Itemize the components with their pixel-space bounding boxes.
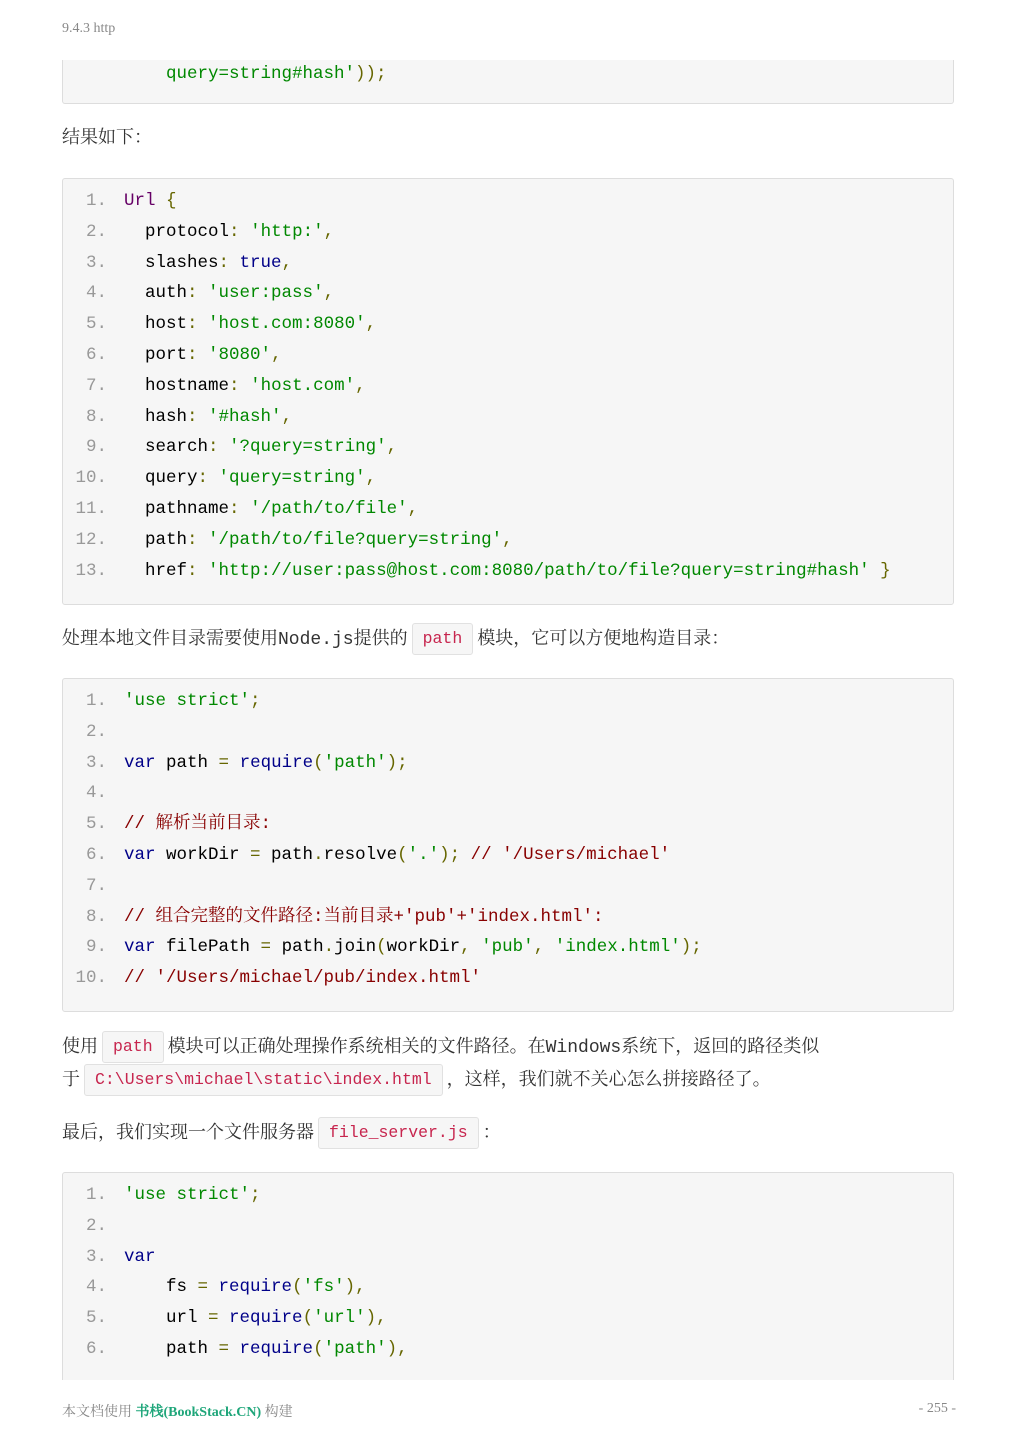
code-token: , bbox=[533, 937, 545, 958]
code-line bbox=[63, 963, 953, 994]
code-token: fs bbox=[124, 1277, 198, 1298]
code-text bbox=[124, 340, 282, 371]
code-text bbox=[124, 494, 418, 525]
line-number: 10. bbox=[75, 968, 107, 989]
code-text bbox=[124, 1334, 408, 1365]
line-number: 3. bbox=[85, 1246, 107, 1267]
code-token: ); bbox=[386, 752, 408, 773]
code-token: 'use strict' bbox=[124, 1185, 251, 1205]
code-token: resolve bbox=[323, 845, 398, 865]
result-intro-paragraph: 结果如下： bbox=[62, 127, 152, 148]
code-token: var bbox=[124, 845, 156, 865]
code-token bbox=[544, 937, 555, 957]
line-number: 7. bbox=[85, 875, 107, 896]
code-token: , bbox=[281, 406, 293, 427]
code-token: : bbox=[218, 252, 230, 273]
code-token: 'user:pass' bbox=[208, 283, 324, 304]
code-token: path bbox=[124, 529, 188, 550]
code-token: true bbox=[239, 252, 282, 273]
code-token: : bbox=[187, 283, 198, 304]
code-token: ); bbox=[680, 937, 702, 958]
code-line bbox=[63, 1211, 953, 1242]
line-number: 13. bbox=[75, 560, 107, 581]
code-line bbox=[63, 340, 953, 371]
code-text bbox=[124, 432, 397, 463]
code-token: ), bbox=[365, 1308, 387, 1329]
code-token: // '/Users/michael/pub/index.html' bbox=[124, 968, 482, 989]
code-token: // '/Users/michael' bbox=[460, 845, 671, 865]
code-token: '#hash' bbox=[208, 406, 282, 427]
line-number: 8. bbox=[85, 906, 107, 927]
code-line bbox=[63, 902, 953, 933]
line-number: 2. bbox=[85, 1215, 107, 1236]
line-number: 1. bbox=[85, 691, 107, 711]
code-token: href bbox=[124, 560, 188, 581]
code-token: query=string#hash' bbox=[124, 64, 356, 85]
line-number: 6. bbox=[85, 345, 107, 365]
code-token: 'host.com' bbox=[250, 375, 356, 396]
code-line bbox=[63, 278, 953, 309]
code-token: : bbox=[229, 221, 240, 242]
code-token bbox=[208, 468, 219, 488]
code-token: ( bbox=[292, 1277, 303, 1298]
code-block-url-result bbox=[62, 178, 954, 605]
line-number: 5. bbox=[85, 814, 107, 835]
line-number: 4. bbox=[85, 283, 107, 304]
code-token: ( bbox=[302, 1308, 314, 1329]
code-text bbox=[124, 463, 376, 494]
code-token: : bbox=[187, 314, 198, 335]
code-text bbox=[124, 809, 271, 840]
code-text bbox=[124, 840, 670, 871]
code-token: 'index.html' bbox=[554, 937, 681, 958]
code-token bbox=[208, 1277, 219, 1297]
code-token bbox=[198, 561, 209, 581]
code-token: = bbox=[208, 1308, 219, 1329]
code-line bbox=[63, 1180, 953, 1211]
code-line bbox=[63, 309, 953, 340]
code-line bbox=[63, 402, 953, 433]
code-token: = bbox=[250, 845, 261, 865]
para-text: 提供的 bbox=[353, 628, 408, 649]
code-token: '.' bbox=[407, 845, 440, 865]
path-intro-paragraph bbox=[62, 623, 729, 655]
code-text bbox=[124, 371, 366, 402]
line-number: 2. bbox=[85, 721, 107, 742]
code-line bbox=[63, 778, 953, 809]
code-token: '/path/to/file?query=string' bbox=[208, 529, 503, 550]
line-number: 9. bbox=[85, 937, 107, 958]
code-token bbox=[240, 499, 251, 519]
code-token: 'path' bbox=[323, 1339, 387, 1359]
code-token: path bbox=[124, 1339, 219, 1359]
line-number: 8. bbox=[85, 406, 107, 427]
para-text: 模块可以正确处理操作系统相关的文件路径。在 bbox=[167, 1036, 546, 1057]
code-block-top bbox=[62, 60, 954, 104]
para-text: 模块，它可以方便地构造目录： bbox=[477, 628, 730, 649]
code-token bbox=[229, 753, 240, 773]
code-token: , bbox=[365, 314, 377, 335]
code-text bbox=[124, 1180, 261, 1211]
code-token: hash bbox=[124, 406, 188, 427]
code-token: require bbox=[218, 1277, 293, 1298]
code-token: )); bbox=[355, 64, 387, 85]
line-number: 6. bbox=[85, 845, 107, 865]
code-token: ( bbox=[313, 1339, 324, 1359]
code-token: hostname bbox=[124, 375, 230, 396]
code-line bbox=[63, 1334, 953, 1365]
line-number: 10. bbox=[75, 468, 107, 489]
line-number: 2. bbox=[85, 221, 107, 242]
code-token: ; bbox=[250, 1185, 261, 1205]
code-token bbox=[219, 437, 230, 457]
page-number: - 255 - bbox=[918, 1401, 956, 1416]
code-token: 'use strict' bbox=[124, 691, 251, 711]
code-token bbox=[229, 253, 240, 273]
code-token bbox=[240, 376, 251, 396]
code-token: ( bbox=[376, 937, 387, 958]
code-token: host bbox=[124, 314, 188, 335]
para-text-mono: Windows bbox=[545, 1038, 622, 1058]
code-line bbox=[63, 525, 953, 556]
file-server-intro-paragraph bbox=[62, 1117, 501, 1149]
code-token bbox=[198, 283, 209, 303]
code-token: ), bbox=[386, 1339, 408, 1359]
code-token: search bbox=[124, 437, 209, 458]
code-text bbox=[124, 309, 376, 340]
code-token bbox=[229, 1339, 240, 1359]
code-line bbox=[63, 463, 953, 494]
code-token: path bbox=[155, 752, 219, 773]
code-token bbox=[198, 314, 209, 334]
code-token bbox=[198, 407, 209, 427]
para-text: 系统下，返回的路径类似 bbox=[621, 1036, 820, 1057]
inline-code-windows-path: C:\Users\michael\static\index.html bbox=[84, 1064, 443, 1096]
code-text bbox=[124, 1242, 156, 1273]
code-token: , bbox=[271, 345, 282, 365]
inline-code-path: path bbox=[412, 623, 474, 655]
code-token: '?query=string' bbox=[229, 437, 387, 458]
line-number: 11. bbox=[75, 499, 107, 519]
code-token: require bbox=[239, 752, 314, 773]
code-token: = bbox=[218, 752, 230, 773]
para-text: 使用 bbox=[62, 1036, 98, 1057]
code-token: join bbox=[334, 937, 377, 958]
code-token: var bbox=[124, 752, 156, 773]
code-token: , bbox=[460, 937, 471, 958]
line-number: 5. bbox=[85, 314, 107, 335]
code-text bbox=[124, 278, 334, 309]
line-number: 6. bbox=[85, 1339, 107, 1359]
code-token: path bbox=[271, 937, 324, 958]
code-token: require bbox=[239, 1339, 314, 1359]
code-token: , bbox=[386, 437, 398, 458]
code-token: = bbox=[218, 1339, 230, 1359]
code-text bbox=[124, 686, 261, 717]
code-text bbox=[124, 525, 513, 556]
code-token: slashes bbox=[124, 252, 219, 273]
code-token: ( bbox=[313, 752, 324, 773]
code-token bbox=[198, 530, 209, 550]
code-token: ); bbox=[439, 845, 461, 865]
code-block-path-example bbox=[62, 678, 954, 1012]
code-text bbox=[124, 248, 292, 279]
inline-code-path: path bbox=[102, 1031, 164, 1063]
code-token: : bbox=[187, 345, 198, 365]
path-explanation-line-1 bbox=[62, 1031, 819, 1063]
line-number: 1. bbox=[85, 1185, 107, 1205]
footer-brand-link[interactable]: 书栈(BookStack.CN) bbox=[135, 1405, 262, 1420]
page-footer bbox=[62, 1401, 293, 1421]
code-token: { bbox=[166, 191, 177, 211]
code-token: '8080' bbox=[208, 345, 272, 365]
code-line bbox=[63, 494, 953, 525]
para-text: 处理本地文件目录需要使用 bbox=[62, 628, 278, 649]
code-token: '/path/to/file' bbox=[250, 499, 408, 519]
code-token: workDir bbox=[386, 937, 461, 958]
code-line bbox=[63, 686, 953, 717]
inline-code-file-server: file_server.js bbox=[318, 1117, 479, 1149]
code-token bbox=[240, 222, 251, 242]
code-token: 'url' bbox=[313, 1308, 366, 1329]
para-text: 于 bbox=[62, 1069, 80, 1090]
code-text bbox=[124, 902, 604, 933]
code-token: : bbox=[187, 560, 198, 581]
code-token: Url bbox=[124, 191, 156, 211]
code-token: : bbox=[197, 468, 209, 489]
code-token: port bbox=[124, 345, 188, 365]
code-token: url bbox=[124, 1308, 209, 1329]
code-token: var bbox=[124, 937, 156, 958]
code-token: workDir bbox=[155, 845, 251, 865]
code-token bbox=[471, 937, 482, 957]
code-line bbox=[63, 371, 953, 402]
code-token: 'path' bbox=[323, 752, 387, 773]
code-text bbox=[124, 932, 702, 963]
code-token: : bbox=[229, 375, 240, 396]
code-text bbox=[124, 59, 387, 90]
code-token: . bbox=[323, 937, 335, 958]
code-block-file-server bbox=[62, 1172, 954, 1380]
code-line bbox=[63, 59, 953, 90]
code-token: , bbox=[323, 221, 335, 242]
line-number: 4. bbox=[85, 783, 107, 804]
para-text: ，这样，我们就不关心怎么拼接路径了。 bbox=[446, 1069, 771, 1090]
code-token: , bbox=[502, 529, 513, 550]
code-text bbox=[124, 217, 334, 248]
para-text: 最后，我们实现一个文件服务器 bbox=[62, 1122, 314, 1143]
code-text bbox=[124, 748, 408, 779]
line-number: 5. bbox=[85, 1308, 107, 1329]
code-token: pathname bbox=[124, 499, 230, 519]
code-line bbox=[63, 217, 953, 248]
line-number: 3. bbox=[85, 752, 107, 773]
code-token: , bbox=[323, 283, 335, 304]
line-number: 7. bbox=[85, 375, 107, 396]
code-line bbox=[63, 748, 953, 779]
line-number: 1. bbox=[85, 191, 107, 211]
code-token bbox=[156, 191, 167, 211]
code-token: = bbox=[260, 937, 272, 958]
code-token: : bbox=[187, 406, 198, 427]
code-line bbox=[63, 248, 953, 279]
code-token: } bbox=[869, 560, 891, 581]
code-line bbox=[63, 432, 953, 463]
code-line bbox=[63, 932, 953, 963]
code-text bbox=[124, 1272, 366, 1303]
code-token: 'query=string' bbox=[218, 468, 366, 489]
code-text bbox=[124, 186, 177, 217]
code-token: : bbox=[208, 437, 219, 458]
footer-suffix: 构建 bbox=[261, 1405, 293, 1420]
code-token: var bbox=[124, 1246, 156, 1267]
line-number: 12. bbox=[75, 529, 107, 550]
code-token: , bbox=[365, 468, 377, 489]
footer-prefix: 本文档使用 bbox=[62, 1405, 136, 1420]
code-token: query bbox=[124, 468, 198, 489]
code-token: path bbox=[260, 845, 314, 865]
code-token: = bbox=[197, 1277, 209, 1298]
code-token: : bbox=[229, 499, 240, 519]
code-token: 'fs' bbox=[302, 1277, 345, 1298]
line-number: 9. bbox=[85, 437, 107, 458]
code-text bbox=[124, 556, 891, 587]
code-token: 'host.com:8080' bbox=[208, 314, 366, 335]
code-line bbox=[63, 809, 953, 840]
code-token: , bbox=[355, 375, 366, 396]
code-text bbox=[124, 1303, 387, 1334]
code-text bbox=[124, 402, 292, 433]
code-token: ( bbox=[397, 845, 408, 865]
line-number: 3. bbox=[85, 252, 107, 273]
code-token: // 组合完整的文件路径:当前目录+'pub'+'index.html': bbox=[124, 906, 604, 927]
code-line bbox=[63, 840, 953, 871]
running-head: 9.4.3 http bbox=[62, 21, 116, 36]
code-token: , bbox=[407, 499, 419, 519]
code-line bbox=[63, 186, 953, 217]
para-text: ： bbox=[482, 1122, 501, 1143]
line-number: 4. bbox=[85, 1277, 107, 1298]
code-line bbox=[63, 1272, 953, 1303]
code-token: protocol bbox=[124, 221, 230, 242]
code-token: 'pub' bbox=[481, 937, 534, 958]
code-token: filePath bbox=[155, 937, 261, 958]
code-line bbox=[63, 556, 953, 587]
code-token: : bbox=[187, 529, 198, 550]
code-token: ; bbox=[250, 691, 261, 711]
code-token: . bbox=[313, 845, 324, 865]
code-token: // 解析当前目录: bbox=[124, 814, 272, 835]
code-token bbox=[219, 1308, 230, 1328]
para-text-mono: Node.js bbox=[278, 630, 354, 650]
code-line bbox=[63, 1242, 953, 1273]
code-text bbox=[124, 963, 481, 994]
code-token: 'http:' bbox=[250, 221, 324, 242]
code-token: ), bbox=[344, 1277, 366, 1298]
code-line bbox=[63, 871, 953, 902]
code-line bbox=[63, 1303, 953, 1334]
code-token: auth bbox=[124, 283, 188, 304]
path-explanation-line-2 bbox=[62, 1064, 771, 1096]
code-token: 'http://user:pass@host.com:8080/path/to/file?query=string#hash' bbox=[208, 560, 870, 581]
code-token bbox=[198, 345, 209, 365]
code-token: require bbox=[229, 1308, 303, 1329]
code-line bbox=[63, 717, 953, 748]
code-token: , bbox=[281, 252, 293, 273]
